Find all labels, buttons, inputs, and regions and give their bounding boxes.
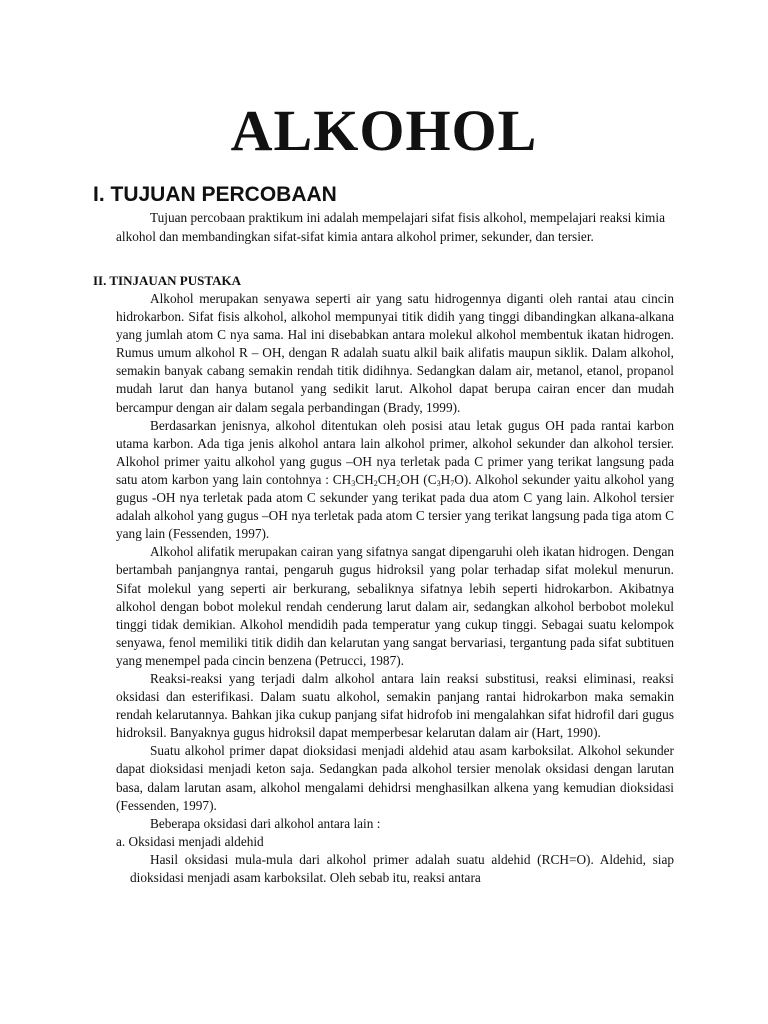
document-title: ALKOHOL bbox=[230, 98, 538, 163]
formula-propanol: $CH_3CH_2CH_2OH$ $(C_3H_7O)$. bbox=[332, 471, 472, 488]
paragraph-2-part-a: Berdasarkan jenisnya, alkohol ditentukan oleh posisi atau letak gugus OH pada rantai karbon utama karbon. Ada tiga jenis alkohol antara lain alkohol primer, alkohol sekunder dan alkohol tersier. Alkohol primer yaitu alkohol yang gugus –OH nya terletak pada C primer yang terikat langsung pada satu atom karbon yang lain contohnya : bbox=[116, 417, 674, 487]
tujuan-text: Tujuan percobaan praktikum ini adalah mempelajari sifat fisis alkohol, mempelajari reaksi kimia alkohol dan membandingkan sifat-sifat kimia antara alkohol primer, sekunder, dan tersier. bbox=[116, 210, 665, 244]
section-heading-tinjauan: II. TINJAUAN PUSTAKA bbox=[93, 273, 241, 288]
tinjauan-body bbox=[116, 290, 674, 887]
section-heading-tujuan: I. TUJUAN PERCOBAAN bbox=[93, 183, 337, 206]
paragraph-7: Hasil oksidasi mula-mula dari alkohol primer adalah suatu aldehid (RCH=O). Aldehid, siap dioksidasi menjadi asam karboksilat. Oleh sebab itu, reaksi antara bbox=[130, 851, 674, 885]
paragraph-3: Alkohol alifatik merupakan cairan yang sifatnya sangat dipengaruhi oleh ikatan hidrogen. Dengan bertambah panjangnya rantai, pengaruh gugus hidroksil yang polar terhadap sifat molekul menurun. Sifat molekul yang seperti air berkurang, sebaliknya sifatnya lebih seperti hidrokarbon. Akibatnya alkohol dengan bobot molekul rendah cenderung larut dalam air, sedangkan alkohol berbobot molekul tinggi tidak demikian. Alkohol mendidih pada temperatur yang cukup tinggi. Sebagai suatu kelompok senyawa, fenol memiliki titik didih dan kelarutan yang sangat bervariasi, tergantung pada sifat subtituen yang menempel pada cincin benzena (Petrucci, 1987). bbox=[116, 544, 674, 668]
paragraph-2 bbox=[116, 417, 674, 544]
paragraph-1: Alkohol merupakan senyawa seperti air yang satu hidrogennya diganti oleh rantai atau cincin hidrokarbon. Sifat fisis alkohol, alkohol mempunyai titik didih yang tinggi dibandingkan alkana-alkana yang jumlah atom C nya sama. Hal ini disebabkan antara molekul alkohol membentuk ikatan hidrogen. Rumus umum alkohol R – OH, dengan R adalah suatu alkil baik alifatis maupun siklik. Dalam alkohol, semakin banyak cabang semakin rendah titik didihnya. Sedangkan dalam air, metanol, etanol, propanol mudah larut dan hanya butanol yang sedikit larut. Alkohol dapat berupa cairan encer dan mudah bercampur dengan air dalam segala perbandingan (Brady, 1999). bbox=[116, 291, 674, 415]
paragraph-5: Suatu alkohol primer dapat dioksidasi menjadi aldehid atau asam karboksilat. Alkohol sekunder dapat dioksidasi menjadi keton saja. Sedangkan pada alkohol tersier menolak oksidasi dengan larutan basa, dalam larutan asam, alkohol mengalami dehidrsi menghasilkan alkena yang kemudian dioksidasi (Fessenden, 1997). bbox=[116, 743, 674, 813]
paragraph-4: Reaksi-reaksi yang terjadi dalm alkohol antara lain reaksi substitusi, reaksi eliminasi, reaksi oksidasi dan esterifikasi. Dalam suatu alkohol, semakin panjang rantai hidrokarbon maka semakin rendah kelarutannya. Bahkan jika cukup panjang sifat hidrofob ini mengalahkan sifat hidrofil dari gugus hidroksil. Banyaknya gugus hidroksil dapat memperbesar kelarutan dalam air (Hart, 1990). bbox=[116, 670, 674, 741]
paragraph-2-part-b: Alkohol sekunder yaitu alkohol yang gugus -OH nya terletak pada atom C sekunder yang terikat pada dua atom C yang lain. Alkohol tersier adalah alkohol yang gugus –OH nya terletak pada atom C tersier yang terikat langsung pada tiga atom C yang lain (Fessenden, 1997). bbox=[116, 471, 675, 542]
subheading-oksidasi-aldehid: a. Oksidasi menjadi aldehid bbox=[116, 833, 264, 849]
section-text-tujuan bbox=[116, 209, 676, 246]
paragraph-6: Beberapa oksidasi dari alkohol antara lain : bbox=[150, 815, 381, 831]
